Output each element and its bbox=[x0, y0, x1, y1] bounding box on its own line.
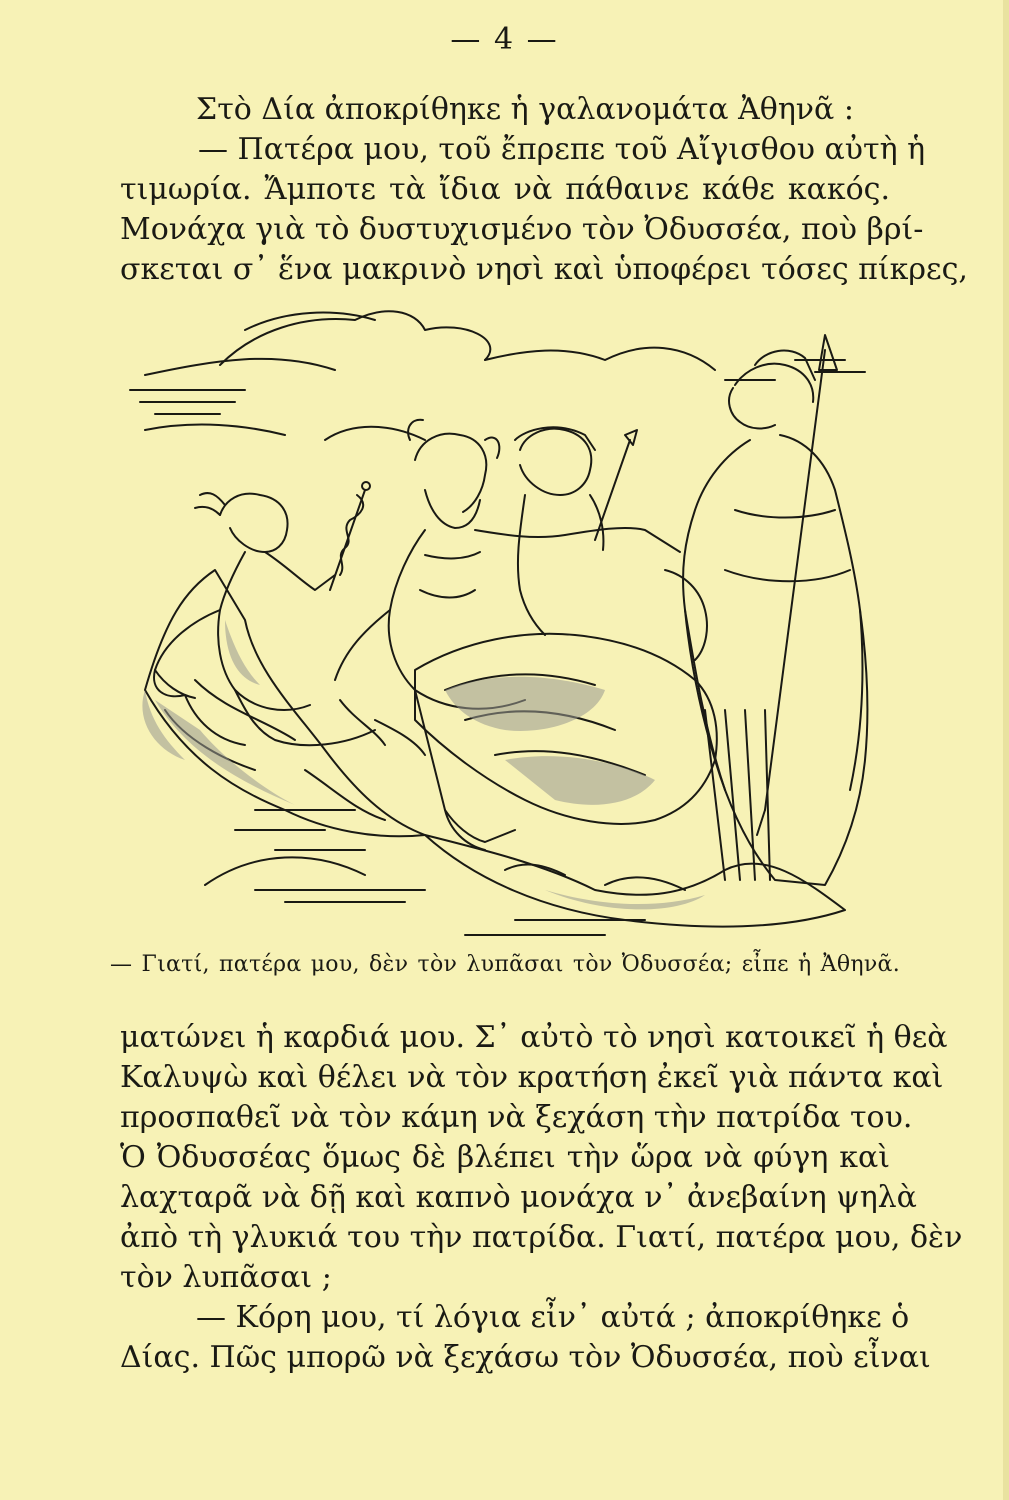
caduceus bbox=[330, 482, 370, 590]
cloud-lines bbox=[130, 311, 865, 935]
olympus-illustration bbox=[125, 290, 905, 945]
top-paragraph bbox=[120, 90, 968, 290]
text-line: προσπαθεῖ νὰ τὸν κάμη νὰ ξεχάση τὴν πατρίδα του. bbox=[120, 1100, 913, 1135]
text-line: — Πατέρα μου, τοῦ ἔπρεπε τοῦ Αἴγισθου αὐτὴ ἡ bbox=[198, 132, 926, 167]
text-line: Καλυψὼ καὶ θέλει νὰ τὸν κρατήση ἐκεῖ γιὰ πάντα καὶ bbox=[120, 1060, 944, 1095]
hera-figure bbox=[515, 427, 637, 635]
text-line: — Κόρη μου, τί λόγια εἶν᾿ αὐτά ; ἀποκρίθηκε ὁ bbox=[196, 1300, 910, 1335]
text-line: Ὁ Ὀδυσσέας ὅμως δὲ βλέπει τὴν ὥρα νὰ φύγη καὶ bbox=[120, 1140, 890, 1175]
bottom-paragraph bbox=[120, 1018, 963, 1378]
illustration-caption: — Γιατί, πατέρα μου, δὲν τὸν λυπᾶσαι τὸν Ὀδυσσέα; εἶπε ἡ Ἀθηνᾶ. bbox=[110, 952, 900, 977]
hermes-figure bbox=[154, 493, 375, 745]
text-line: τιμωρία. Ἄμποτε τὰ ἴδια νὰ πάθαινε κάθε κακός. bbox=[120, 172, 890, 207]
text-line: ἀπὸ τὴ γλυκιά του τὴν πατρίδα. Γιατί, πατέρα μου, δὲν bbox=[120, 1220, 963, 1255]
text-line: Δίας. Πῶς μπορῶ νὰ ξεχάσω τὸν Ὀδυσσέα, ποὺ εἶναι bbox=[120, 1340, 931, 1375]
halftone-shading bbox=[142, 620, 705, 909]
text-line: ματώνει ἡ καρδιά μου. Σ᾿ αὐτὸ τὸ νησὶ κατοικεῖ ἡ θεὰ bbox=[120, 1020, 948, 1055]
page-number: — 4 — bbox=[450, 22, 559, 57]
text-line: τὸν λυπᾶσαι ; bbox=[120, 1260, 332, 1295]
text-line: Μονάχα γιὰ τὸ δυστυχισμένο τὸν Ὀδυσσέα, ποὺ βρί- bbox=[120, 212, 924, 247]
spear bbox=[757, 335, 837, 835]
text-line: Στὸ Δία ἀποκρίθηκε ἡ γαλανομάτα Ἀθηνᾶ : bbox=[196, 92, 854, 127]
text-line: σκεται σ᾿ ἕνα μακρινὸ νησὶ καὶ ὑποφέρει τόσες πίκρες, bbox=[120, 252, 968, 287]
text-line: λαχταρᾶ νὰ δῇ καὶ καπνὸ μονάχα ν᾿ ἀνεβαίνη ψηλὰ bbox=[120, 1180, 917, 1215]
